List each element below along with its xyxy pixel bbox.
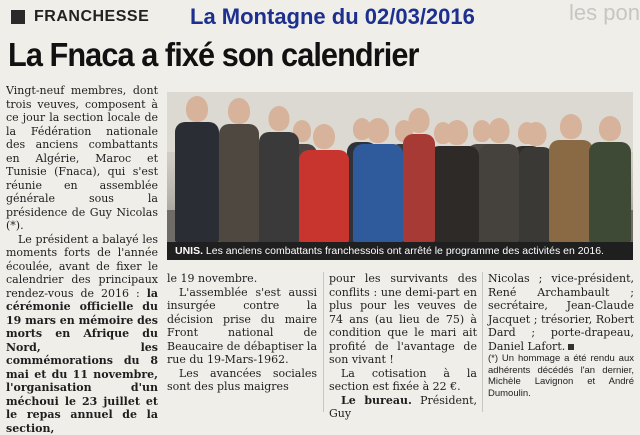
caption-text: Les anciens combattants franchessois ont arrêté le programme des activités en 2016.	[203, 245, 604, 257]
paragraph-text: Le président a balayé les moments forts de l'année écoulée, avant de fixer le calendrier des principaux rendez-vous de 2016 :	[6, 233, 158, 300]
photo-person	[175, 96, 219, 242]
photo-person	[589, 116, 631, 242]
paragraph: Les avancées sociales sont des plus maigres	[167, 367, 317, 394]
photo-person	[353, 118, 403, 242]
photo-caption	[167, 242, 633, 260]
paragraph: Vingt-neuf membres, dont trois veuves, composent à ce jour la section locale de la Fédération nationale des anciens combattants en Algérie, Maroc et Tunisie (Fnaca), qui s'est réunie en assemblée générale sous la présidence de Guy Nicolas (*).	[6, 84, 158, 233]
top-bar	[0, 0, 640, 34]
photo-person	[299, 124, 349, 242]
photo-person	[549, 114, 593, 242]
photo-person	[435, 120, 479, 242]
paragraph	[329, 394, 477, 421]
paragraph: L'assemblée s'est aussi insurgée contre la décision prise du maire Front national de Beaucaire de débaptiser la rue du 19-Mars-1962.	[167, 286, 317, 367]
paragraph: La cotisation à la section est fixée à 22 €.	[329, 367, 477, 394]
newspaper-date: La Montagne du 02/03/2016	[190, 4, 475, 30]
photo-person	[479, 118, 519, 242]
photo-person	[403, 108, 435, 242]
article-column-1	[6, 84, 158, 435]
paragraph	[6, 233, 158, 435]
paragraph: le 19 novembre.	[167, 272, 317, 286]
paragraph: pour les survivants des conflits : une demi-part en plus pour les veuves de 74 ans (au lieu de 75) à condition que le mari ait profité de l'avantage de son vivant !	[329, 272, 477, 367]
paragraph-bold-text: la cérémonie officielle du 19 mars en mémoire des morts en Afrique du Nord, les commémorations du 8 mai et du 11 novembre, l'organisation d'un méchoui le 23 juillet et le repas annuel de la section,	[6, 287, 158, 435]
end-of-article-icon	[568, 344, 574, 350]
column-divider	[323, 272, 324, 412]
group-photo	[167, 92, 633, 242]
column-divider	[482, 272, 483, 412]
photo-person	[259, 106, 299, 242]
paragraph	[488, 272, 634, 353]
paragraph-text: Président, Guy	[329, 394, 477, 421]
section-label: Le bureau.	[341, 394, 412, 407]
caption-label: UNIS.	[175, 245, 203, 257]
paragraph-text: Nicolas ; vice-président, René Archambault ; secrétaire, Jean-Claude Jacquet ; trésorier, Robert Dard ; porte-drapeau, Daniel Lafort.	[488, 272, 634, 353]
photo-person	[219, 98, 259, 242]
rubric-label: FRANCHESSE	[34, 8, 149, 26]
adjacent-article-fragment: les pon	[569, 0, 640, 26]
footnote: (*) Un hommage a été rendu aux adhérents décédés l'an dernier, Michèle Lavignon et André Dumoulin.	[488, 353, 634, 399]
rubric-square-icon	[11, 10, 25, 24]
article-column-3	[329, 272, 477, 421]
article-column-2	[167, 272, 317, 394]
photo-person	[519, 122, 553, 242]
headline: La Fnaca a fixé son calendrier	[8, 36, 418, 74]
article-column-4	[488, 272, 634, 399]
